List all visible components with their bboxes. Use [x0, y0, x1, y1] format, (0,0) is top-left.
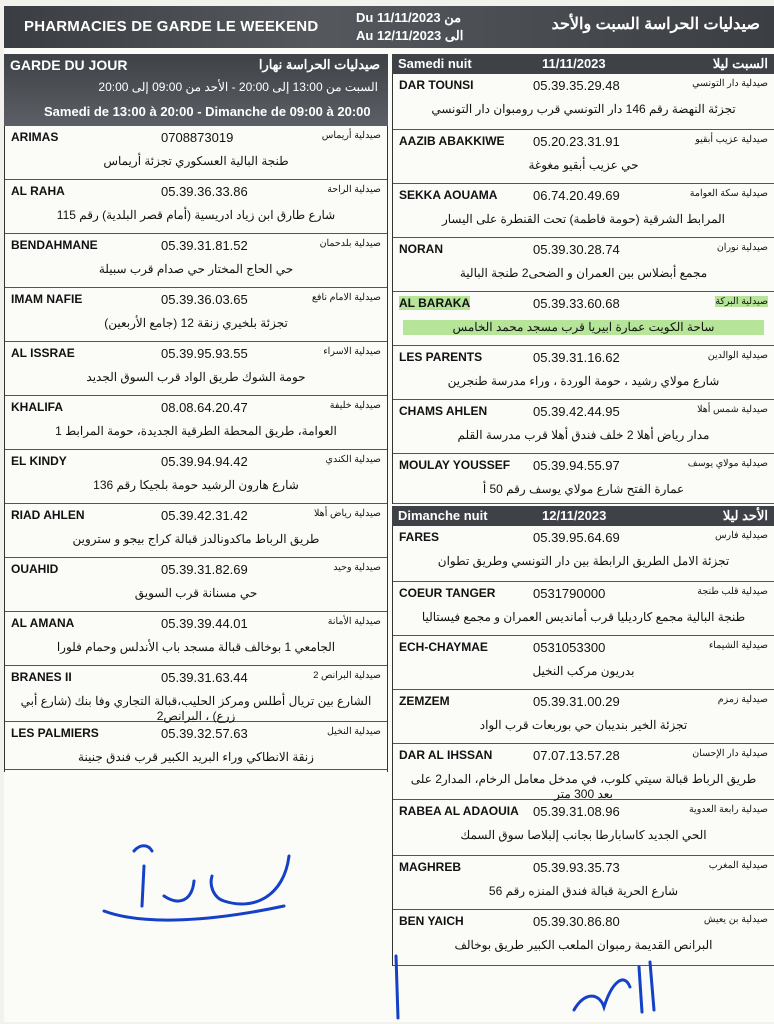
pharmacy-entry	[5, 288, 387, 342]
pharmacy-arabic-name: صيدلية الشيماء	[708, 640, 768, 651]
samedi-ar-label: السبت ليلا	[712, 56, 768, 71]
pharmacy-address: حي عزيب أبقيو مغوغة	[528, 158, 639, 172]
handwritten-day-note	[84, 826, 314, 936]
pharmacy-name: RABEA AL ADAOUIA	[399, 804, 519, 818]
pharmacy-name: IMAM NAFIE	[11, 292, 83, 306]
pharmacy-address: العوامة، طريق المحطة الطرقية الجديدة، حومة المرابط 1	[55, 424, 337, 438]
pharmacy-entry	[5, 396, 387, 450]
pharmacy-name: BENDAHMANE	[11, 238, 98, 252]
pharmacy-phone: 05.39.31.82.69	[161, 562, 248, 577]
pharmacy-phone: 05.39.95.64.69	[533, 530, 620, 545]
pharmacy-phone: 0531790000	[533, 586, 606, 601]
pharmacy-arabic-name: صيدلية البركة	[715, 296, 768, 307]
pharmacy-entry	[5, 450, 387, 504]
pharmacy-name: KHALIFA	[11, 400, 63, 414]
pharmacy-address: تجزئة بلخيري زنقة 12 (جامع الأربعين)	[104, 316, 288, 330]
pharmacy-name: NORAN	[399, 242, 443, 256]
pharmacy-entry	[393, 800, 774, 856]
date-range	[356, 9, 463, 45]
pharmacy-arabic-name: صيدلية الاسراء	[323, 346, 381, 357]
pharmacy-address: شارع طارق ابن زياد ادريسية (أمام قصر البلدية) رقم 115	[56, 208, 336, 222]
day-pharmacies-column	[4, 126, 388, 772]
pharmacy-phone: 05.39.94.55.97	[533, 458, 620, 473]
pharmacy-arabic-name: صيدلية وحيد	[333, 562, 381, 573]
saturday-night-column	[392, 74, 774, 504]
pharmacy-address: ساحة الكويت عمارة ابيريا قرب مسجد محمد الخامس	[403, 320, 764, 335]
pharmacy-entry	[393, 400, 774, 454]
pharmacy-arabic-name: صيدلية قلب طنجة	[697, 586, 768, 597]
pharmacy-phone: 05.39.95.93.55	[161, 346, 248, 361]
pharmacy-arabic-name: صيدلية شمس أهلا	[697, 404, 768, 415]
pharmacy-schedule-sheet	[4, 6, 774, 1022]
pharmacy-address: الجامعي 1 بوخالف قبالة مسجد باب الأندلس وحمام فلورا	[56, 640, 336, 654]
dimanche-nuit-header	[392, 506, 774, 526]
jour-hours-fr: Samedi de 13:00 à 20:00 - Dimanche de 09:00 à 20:00	[44, 104, 371, 119]
pharmacy-entry	[393, 690, 774, 744]
pharmacy-arabic-name: صيدلية الوالدين	[707, 350, 768, 361]
pharmacy-entry	[393, 582, 774, 636]
pharmacy-entry	[393, 526, 774, 582]
pharmacy-arabic-name: صيدلية بن يعيش	[703, 914, 768, 925]
pharmacy-address: طنجة البالية مجمع كارديليا قرب أمانديس العمران و مجمع فيستاليا	[421, 610, 746, 624]
pharmacy-arabic-name: صيدلية البرانص 2	[313, 670, 381, 681]
pharmacy-phone: 07.07.13.57.28	[533, 748, 620, 763]
pharmacy-entry	[393, 130, 774, 184]
pharmacy-name: DAR TOUNSI	[399, 78, 474, 92]
pharmacy-phone: 05.39.31.81.52	[161, 238, 248, 253]
pharmacy-name: OUAHID	[11, 562, 59, 576]
pharmacy-address: تجزئة الامل الطريق الرابطة بين دار التونسي وطريق تطوان	[437, 554, 730, 568]
pharmacy-entry	[5, 234, 387, 288]
pharmacy-name: AL BARAKA	[399, 296, 471, 310]
samedi-date: 11/11/2023	[542, 56, 606, 71]
pharmacy-arabic-name: صيدلية دار الإحسان	[692, 748, 768, 759]
pharmacy-name: BEN YAICH	[399, 914, 464, 928]
pharmacy-entry	[393, 454, 774, 504]
pharmacy-arabic-name: صيدلية الأمانة	[327, 616, 381, 627]
pharmacy-entry	[393, 744, 774, 800]
pharmacy-arabic-name: صيدلية سكة العوامة	[689, 188, 768, 199]
pharmacy-address: المرابط الشرقية (حومة فاطمة) تحت القنطرة على اليسار	[441, 212, 726, 226]
pharmacy-arabic-name: صيدلية خليفة	[329, 400, 381, 411]
dimanche-label: Dimanche nuit	[398, 508, 488, 523]
samedi-label: Samedi nuit	[398, 56, 472, 71]
pharmacy-phone: 05.39.42.44.95	[533, 404, 620, 419]
date-from: Du 11/11/2023 من	[356, 10, 462, 25]
pharmacy-phone: 0531053300	[533, 640, 606, 655]
pharmacy-phone: 06.74.20.49.69	[533, 188, 620, 203]
pharmacy-name: LES PALMIERS	[11, 726, 99, 740]
pharmacy-arabic-name: صيدلية الامام نافع	[311, 292, 381, 303]
pharmacy-address: عمارة الفتح شارع مولاي يوسف رقم 50 أ	[482, 482, 685, 496]
pharmacy-entry	[393, 856, 774, 910]
pharmacy-address: شارع هارون الرشيد حومة بلجيكا رقم 136	[93, 478, 299, 492]
pharmacy-entry	[5, 558, 387, 612]
pharmacy-address: الحي الجديد كاسابارطا بجانب إلبلاصا سوق السمك	[460, 828, 707, 842]
pharmacy-phone: 05.39.36.33.86	[161, 184, 248, 199]
pharmacy-address: حي الحاج المختار حي صدام قرب سبيلة	[98, 262, 294, 276]
french-title: PHARMACIES DE GARDE LE WEEKEND	[24, 18, 319, 35]
pharmacy-entry	[393, 74, 774, 130]
pharmacy-address: مدار رياض أهلا 2 خلف فندق أهلا قرب مدرسة القلم	[457, 428, 710, 442]
pharmacy-entry	[393, 292, 774, 346]
pharmacy-entry	[5, 126, 387, 180]
pharmacy-phone: 05.39.32.57.63	[161, 726, 248, 741]
pharmacy-entry	[393, 238, 774, 292]
pharmacy-entry	[5, 612, 387, 666]
pharmacy-address: طريق الرباط قبالة سيتي كلوب، في مدخل معامل الرخام، المدار2 على بعد 300 متر	[410, 772, 757, 801]
pharmacy-phone: 05.39.93.35.73	[533, 860, 620, 875]
pharmacy-arabic-name: صيدلية عزيب أبقيو	[695, 134, 768, 145]
pharmacy-entry	[393, 636, 774, 690]
pharmacy-phone: 05.39.31.16.62	[533, 350, 620, 365]
pharmacy-address: بدريون مركب النخيل	[532, 664, 635, 678]
pharmacy-address: حومة الشوك طريق الواد قرب السوق الجديد	[86, 370, 306, 384]
pharmacy-phone: 05.39.36.03.65	[161, 292, 248, 307]
pharmacy-arabic-name: صيدلية نوران	[716, 242, 768, 253]
pharmacy-phone: 05.39.31.00.29	[533, 694, 620, 709]
pharmacy-phone: 05.39.35.29.48	[533, 78, 620, 93]
pharmacy-name: MOULAY YOUSSEF	[399, 458, 511, 472]
pharmacy-arabic-name: صيدلية فارس	[714, 530, 768, 541]
pharmacy-phone: 05.39.30.86.80	[533, 914, 620, 929]
arabic-title: صيدليات الحراسة السبت والأحد	[551, 16, 760, 33]
pharmacy-address: الشارع بين تريال أطلس ومركز الحليب،قبالة التجاري وفا بنك (شارع أبي زرع) ، البرانص2	[20, 694, 372, 723]
pharmacy-phone: 05.39.94.94.42	[161, 454, 248, 469]
pharmacy-arabic-name: صيدلية النخيل	[326, 726, 381, 737]
pharmacy-phone: 0708873019	[161, 130, 234, 145]
pharmacy-phone: 05.39.31.63.44	[161, 670, 248, 685]
pharmacy-phone: 05.39.39.44.01	[161, 616, 248, 631]
pharmacy-arabic-name: صيدلية رابعة العدوية	[688, 804, 768, 815]
pharmacy-address: شارع مولاي رشيد ، حومة الوردة ، وراء مدرسة طنجرين	[447, 374, 720, 388]
pharmacy-name: DAR AL IHSSAN	[399, 748, 493, 762]
pharmacy-entry	[393, 346, 774, 400]
pharmacy-phone: 05.20.23.31.91	[533, 134, 620, 149]
pharmacy-entry	[5, 504, 387, 558]
pharmacy-name: AL ISSRAE	[11, 346, 75, 360]
pharmacy-address: طنجة البالية العسكوري تجزئة أريماس	[103, 154, 289, 168]
pharmacy-name: AAZIB ABAKKIWE	[399, 134, 505, 148]
pharmacy-phone: 05.39.30.28.74	[533, 242, 620, 257]
pharmacy-address: حي مسنانة قرب السويق	[134, 586, 258, 600]
pharmacy-name: SEKKA AOUAMA	[399, 188, 498, 202]
pharmacy-name: MAGHREB	[399, 860, 461, 874]
pharmacy-arabic-name: صيدلية رياض أهلا	[314, 508, 381, 519]
dimanche-date: 12/11/2023	[542, 508, 607, 523]
pharmacy-address: طريق الرباط ماكدونالدز قبالة كراج بيجو و ستروين	[72, 532, 320, 546]
pharmacy-address: البرانص القديمة رمبوان الملعب الكبير طريق بوخالف	[454, 938, 713, 952]
pharmacy-arabic-name: صيدلية زمزم	[717, 694, 768, 705]
jour-ar-label: صيدليات الحراسة نهارا	[258, 57, 380, 72]
pharmacy-entry	[5, 722, 387, 770]
pharmacy-entry	[5, 666, 387, 722]
pharmacy-name: BRANES II	[11, 670, 72, 684]
pharmacy-name: ZEMZEM	[399, 694, 450, 708]
pharmacy-arabic-name: صيدلية أريماس	[321, 130, 381, 141]
pharmacy-entry	[393, 184, 774, 238]
pharmacy-name: FARES	[399, 530, 440, 544]
pharmacy-arabic-name: صيدلية المغرب	[708, 860, 768, 871]
pharmacy-phone: 08.08.64.20.47	[161, 400, 248, 415]
pharmacy-name: CHAMS AHLEN	[399, 404, 488, 418]
pharmacy-entry	[5, 342, 387, 396]
pharmacy-address: تجزئة الخير بنديبان حي بوربعات قرب الواد	[479, 718, 688, 732]
pharmacy-name: ARIMAS	[11, 130, 59, 144]
pharmacy-name: AL AMANA	[11, 616, 75, 630]
pharmacy-phone: 05.39.31.08.96	[533, 804, 620, 819]
samedi-nuit-header	[392, 54, 774, 74]
pharmacy-name: COEUR TANGER	[399, 586, 496, 600]
pharmacy-arabic-name: صيدلية دار التونسي	[692, 78, 768, 89]
pharmacy-arabic-name: صيدلية الكندي	[325, 454, 381, 465]
pharmacy-entry	[5, 180, 387, 234]
pharmacy-arabic-name: صيدلية مولاي يوسف	[687, 458, 768, 469]
pharmacy-name: AL RAHA	[11, 184, 65, 198]
pharmacy-name: LES PARENTS	[399, 350, 483, 364]
pharmacy-name: RIAD AHLEN	[11, 508, 85, 522]
pharmacy-address: مجمع أبضلاس بين العمران و الضحى2 طنجة البالية	[459, 266, 708, 280]
pharmacy-arabic-name: صيدلية بلدحمان	[319, 238, 381, 249]
pharmacy-arabic-name: صيدلية الراحة	[327, 184, 381, 195]
pharmacy-name: ECH-CHAYMAE	[399, 640, 488, 654]
jour-hours-ar: السبت من 13:00 إلى 20:00 - الأحد من 09:00 إلى 20:00	[98, 80, 378, 94]
date-to: Au 12/11/2023 الى	[356, 28, 464, 43]
garde-du-jour-header	[4, 54, 388, 126]
pharmacy-address: زنقة الانطاكي وراء البريد الكبير قرب فندق جنينة	[78, 750, 314, 764]
handwritten-night-note	[384, 952, 684, 1022]
jour-label: GARDE DU JOUR	[10, 57, 128, 73]
top-banner	[4, 6, 774, 48]
dimanche-ar-label: الأحد ليلا	[722, 508, 768, 523]
pharmacy-phone: 05.39.33.60.68	[533, 296, 620, 311]
pharmacy-name: EL KINDY	[11, 454, 67, 468]
pharmacy-address: شارع الحرية قبالة فندق المنزه رقم 56	[488, 884, 679, 898]
sunday-night-column	[392, 526, 774, 966]
pharmacy-address: تجزئة النهضة رقم 146 دار التونسي قرب رومبوان دار التونسي	[431, 102, 736, 116]
pharmacy-phone: 05.39.42.31.42	[161, 508, 248, 523]
